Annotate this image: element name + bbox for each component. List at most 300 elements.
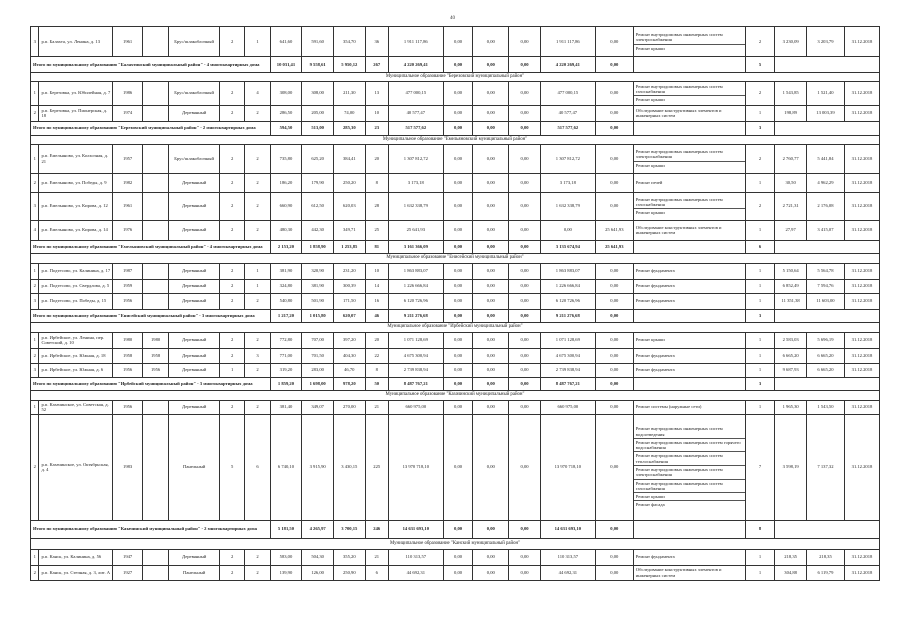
cell-repair-types <box>633 81 745 105</box>
cell-c: 211,30 <box>333 81 365 105</box>
cell-en: 2 <box>245 332 270 348</box>
cell-x: 5 <box>745 57 775 73</box>
cell-y: 304,88 <box>775 565 807 580</box>
cell-a: 308,00 <box>270 81 302 105</box>
cell-label: Итого по муниципальному образованию "Емельяновский муниципальный район" - 4 многоквартирных дома <box>31 240 271 253</box>
cell-b: 9 558,61 <box>302 57 334 73</box>
cell-z: 5 564,78 <box>806 263 844 279</box>
repair-type: Ремонт крыши <box>635 45 665 51</box>
cell-f5: 0,00 <box>595 263 633 279</box>
cell-mat: Деревянный <box>169 279 220 293</box>
cell-f1: 0,00 <box>443 332 473 348</box>
cell-f2: 0,00 <box>473 121 509 135</box>
cell-n: 3 <box>31 293 39 309</box>
table-body <box>31 27 880 581</box>
cell-a: 1 859,20 <box>270 377 302 390</box>
cell-empty <box>633 240 745 253</box>
cell-label: Итого по муниципальному образованию "Ирбейский муниципальный район" - 3 многоквартирных дома <box>31 377 271 390</box>
cell-d: 31.12.2018 <box>844 144 879 173</box>
cell-b: 283,00 <box>302 363 334 377</box>
cell-f2: 0,00 <box>473 279 509 293</box>
repair-type: Ремонт фундамента <box>635 352 675 358</box>
repair-type: Ремонт внутридомовых инженерных систем газоснабжения <box>634 480 745 494</box>
cell-d: 31.12.2018 <box>844 348 879 363</box>
cell-f4: 3 135 674,94 <box>540 240 595 253</box>
cell-n: 1 <box>31 332 39 348</box>
cell-x: 1 <box>745 348 775 363</box>
cell-total: 14 631 693,10 <box>388 520 443 538</box>
cell-b: 1 015,80 <box>302 309 334 322</box>
cell-f3: 0,00 <box>509 27 541 57</box>
cell-c: 1 253,85 <box>333 240 365 253</box>
cell-year2 <box>142 293 168 309</box>
cell-year2: 1980 <box>142 332 168 348</box>
cell-b: 591,60 <box>302 27 334 57</box>
cell-b: 3 915,90 <box>302 414 334 520</box>
cell-b: 701,50 <box>302 348 334 363</box>
cell-year: 1959 <box>113 279 143 293</box>
cell-a: 6 740,10 <box>270 414 302 520</box>
cell-repair-types <box>633 414 745 520</box>
cell-x: 1 <box>745 549 775 565</box>
cell-year: 1927 <box>113 565 143 580</box>
cell-a: 319,20 <box>270 363 302 377</box>
cell-p: 10 <box>365 105 388 121</box>
cell-title: Муниципальное образование "Енисейский муниципальный район" <box>31 253 880 263</box>
table-row <box>31 332 880 348</box>
cell-year: 1986 <box>113 81 143 105</box>
cell-f2: 0,00 <box>473 565 509 580</box>
cell-en: 2 <box>245 105 270 121</box>
cell-en: 6 <box>245 414 270 520</box>
cell-n: 3 <box>31 27 39 57</box>
table-row <box>31 81 880 105</box>
cell-p: 13 <box>365 81 388 105</box>
cell-f4: 517 577,62 <box>540 121 595 135</box>
cell-c: 5 950,12 <box>333 57 365 73</box>
cell-title: Муниципальное образование "Канский муниципальный район" <box>31 538 880 549</box>
cell-f1: 0,00 <box>443 400 473 414</box>
repair-type: Ремонт внутридомовых инженерных систем электроснабжения <box>634 466 745 480</box>
cell-y: 11 351,38 <box>775 293 807 309</box>
cell-x: 3 <box>745 309 775 322</box>
cell-total: 3 161 366,09 <box>388 240 443 253</box>
cell-y: 218,35 <box>775 549 807 565</box>
cell-addr: р.п. Березовка, ул. Пионерская, д. 18 <box>39 105 113 121</box>
cell-n: 2 <box>31 565 39 580</box>
cell-label: Итого по муниципальному образованию "Казачинский муниципальный район" - 2 многоквартирных дома <box>31 520 271 538</box>
cell-d: 31.12.2018 <box>844 400 879 414</box>
cell-year2 <box>142 279 168 293</box>
repair-type: Ремонт крыши <box>634 493 745 501</box>
cell-empty <box>775 57 880 73</box>
cell-p: 22 <box>365 348 388 363</box>
cell-f3: 0,00 <box>509 332 541 348</box>
cell-year2 <box>142 27 168 57</box>
cell-b: 1 858,90 <box>302 240 334 253</box>
cell-y: 9 687,93 <box>775 363 807 377</box>
cell-year: 1957 <box>113 144 143 173</box>
cell-year: 1987 <box>113 263 143 279</box>
cell-empty <box>775 520 880 538</box>
repair-type: Ремонт системы (наружные сети) <box>635 404 702 410</box>
cell-f4: 6 120 726,96 <box>540 293 595 309</box>
table-row <box>31 414 880 520</box>
cell-addr: р.п. Емельяново, ул. Кирова, д. 12 <box>39 192 113 220</box>
cell-f2: 0,00 <box>473 293 509 309</box>
cell-y: 5 150,64 <box>775 263 807 279</box>
cell-f5: 0,00 <box>595 27 633 57</box>
cell-n: 2 <box>31 173 39 192</box>
cell-year: 1956 <box>113 363 143 377</box>
cell-fl: 2 <box>219 173 244 192</box>
cell-x: 3 <box>745 377 775 390</box>
cell-f2: 0,00 <box>473 105 509 121</box>
cell-f5: 0,00 <box>595 192 633 220</box>
cell-f1: 0,00 <box>443 192 473 220</box>
cell-p: 14 <box>365 279 388 293</box>
cell-year: 1947 <box>113 549 143 565</box>
cell-x: 1 <box>745 279 775 293</box>
cell-total: 4 220 269,41 <box>388 57 443 73</box>
cell-f4: 4 220 269,41 <box>540 57 595 73</box>
cell-f5: 0,00 <box>595 565 633 580</box>
cell-c: 250,20 <box>333 173 365 192</box>
cell-f4: 0,00 <box>540 220 595 240</box>
cell-d: 31.12.2018 <box>844 363 879 377</box>
cell-total: 517 577,62 <box>388 121 443 135</box>
page-number: 40 <box>450 16 455 21</box>
cell-b: 504,30 <box>302 549 334 565</box>
repair-type: Ремонт фундамента <box>635 367 675 373</box>
cell-repair-types <box>633 27 745 57</box>
cell-c: 3 700,15 <box>333 520 365 538</box>
cell-f1: 0,00 <box>443 121 473 135</box>
cell-f3: 0,00 <box>509 121 541 135</box>
cell-f3: 0,00 <box>509 81 541 105</box>
cell-f3: 0,00 <box>509 263 541 279</box>
cell-a: 660,90 <box>270 192 302 220</box>
cell-fl: 2 <box>219 220 244 240</box>
total-row <box>31 309 880 322</box>
cell-empty <box>633 377 745 390</box>
cell-c: 171,50 <box>333 293 365 309</box>
cell-year: 1956 <box>113 400 143 414</box>
cell-repair-types <box>633 279 745 293</box>
cell-f2: 0,00 <box>473 263 509 279</box>
cell-f2: 0,00 <box>473 332 509 348</box>
cell-n: 1 <box>31 144 39 173</box>
cell-f4: 13 970 718,10 <box>540 414 595 520</box>
cell-f4: 1 632 338,79 <box>540 192 595 220</box>
cell-f2: 0,00 <box>473 220 509 240</box>
cell-f1: 0,00 <box>443 57 473 73</box>
cell-a: 286,50 <box>270 105 302 121</box>
cell-f1: 0,00 <box>443 414 473 520</box>
cell-empty <box>775 121 880 135</box>
cell-year2 <box>142 565 168 580</box>
cell-f3: 0,00 <box>509 520 541 538</box>
cell-f4: 1 071 128,69 <box>540 332 595 348</box>
repair-type: Ремонт внутридомовых инженерных систем электроснабжения <box>634 31 745 45</box>
section-row <box>31 322 880 332</box>
cell-f4: 1 307 812,72 <box>540 144 595 173</box>
cell-b: 4 265,97 <box>302 520 334 538</box>
cell-f5: 0,00 <box>595 414 633 520</box>
cell-x: 2 <box>745 192 775 220</box>
cell-a: 381,90 <box>270 263 302 279</box>
cell-f3: 0,00 <box>509 363 541 377</box>
cell-f2: 0,00 <box>473 377 509 390</box>
cell-total: 13 970 718,10 <box>388 414 443 520</box>
cell-p: 6 <box>365 565 388 580</box>
cell-f5: 0,00 <box>595 57 633 73</box>
cell-empty <box>775 240 880 253</box>
cell-x: 1 <box>745 105 775 121</box>
cell-fl: 2 <box>219 293 244 309</box>
cell-f5: 0,00 <box>595 293 633 309</box>
cell-x: 8 <box>745 520 775 538</box>
total-row <box>31 520 880 538</box>
total-row <box>31 377 880 390</box>
cell-d: 31.12.2018 <box>844 332 879 348</box>
repair-type: Ремонт фундамента <box>635 554 675 560</box>
cell-year: 1976 <box>113 220 143 240</box>
cell-p: 20 <box>365 144 388 173</box>
repair-type: Обследование конструктивных элементов и инженерных систем <box>635 224 722 236</box>
cell-mat: Деревянный <box>169 220 220 240</box>
cell-y: 30,50 <box>775 173 807 192</box>
cell-f4: 9 211 276,68 <box>540 309 595 322</box>
cell-mat: Деревянный <box>169 192 220 220</box>
cell-year2 <box>142 414 168 520</box>
repair-type: Ремонт внутридомовых инженерных систем газоснабжения <box>634 196 745 210</box>
cell-f2: 0,00 <box>473 81 509 105</box>
cell-c: 270,00 <box>333 400 365 414</box>
cell-en: 2 <box>245 144 270 173</box>
cell-p: 246 <box>365 520 388 538</box>
cell-p: 25 <box>365 220 388 240</box>
cell-addr: р.п. Подтесово, ул. Калинина, д. 17 <box>39 263 113 279</box>
cell-en: 2 <box>245 565 270 580</box>
cell-f1: 0,00 <box>443 81 473 105</box>
cell-f2: 0,00 <box>473 173 509 192</box>
cell-f2: 0,00 <box>473 309 509 322</box>
cell-f4: 1 226 666,84 <box>540 279 595 293</box>
cell-x: 2 <box>745 144 775 173</box>
cell-addr: р.п. Ирбейское, ул. Южная, д. 6 <box>39 363 113 377</box>
cell-b: 179,90 <box>302 173 334 192</box>
cell-c: 300,39 <box>333 279 365 293</box>
cell-c: 250,90 <box>333 565 365 580</box>
cell-y: 198,89 <box>775 105 807 121</box>
cell-p: 23 <box>365 121 388 135</box>
cell-c: 46,70 <box>333 363 365 377</box>
cell-f1: 0,00 <box>443 377 473 390</box>
cell-total: 477 000,15 <box>388 81 443 105</box>
cell-c: 404,30 <box>333 348 365 363</box>
cell-f1: 0,00 <box>443 348 473 363</box>
cell-b: 126,00 <box>302 565 334 580</box>
cell-fl: 2 <box>219 332 244 348</box>
cell-f3: 0,00 <box>509 144 541 173</box>
cell-f4: 3 173,18 <box>540 173 595 192</box>
cell-f5: 0,00 <box>595 363 633 377</box>
cell-year2: 1956 <box>142 363 168 377</box>
cell-d: 31.12.2018 <box>844 293 879 309</box>
cell-year: 1961 <box>113 27 143 57</box>
table-row <box>31 348 880 363</box>
cell-empty <box>775 377 880 390</box>
cell-y: 6 665,20 <box>775 348 807 363</box>
cell-repair-types <box>633 220 745 240</box>
cell-year: 1980 <box>113 332 143 348</box>
cell-c: 231,20 <box>333 263 365 279</box>
cell-mat: Деревянный <box>169 173 220 192</box>
cell-d: 31.12.2018 <box>844 81 879 105</box>
cell-x: 1 <box>745 293 775 309</box>
table-row <box>31 565 880 580</box>
cell-total: 40 577,47 <box>388 105 443 121</box>
cell-f4: 1 911 117,86 <box>540 27 595 57</box>
cell-f3: 0,00 <box>509 173 541 192</box>
repair-type: Ремонт внутридомовых инженерных систем теплоснабжения <box>634 452 745 466</box>
cell-z: 7 594,76 <box>806 279 844 293</box>
cell-f1: 0,00 <box>443 565 473 580</box>
cell-f3: 0,00 <box>509 377 541 390</box>
cell-c: 397,20 <box>333 332 365 348</box>
cell-f5: 0,00 <box>595 332 633 348</box>
cell-repair-types <box>633 565 745 580</box>
cell-addr: р.п. Казачинское, ул. Советская, д. 52 <box>39 400 113 414</box>
cell-mat: Панельный <box>169 414 220 520</box>
repair-type: Ремонт внутридомовых инженерных систем газоснабжения <box>634 83 745 97</box>
cell-y: 2 721,31 <box>775 192 807 220</box>
cell-c: 620,03 <box>333 192 365 220</box>
cell-p: 8 <box>365 363 388 377</box>
cell-en: 1 <box>245 279 270 293</box>
table-row <box>31 279 880 293</box>
cell-year2: 1958 <box>142 348 168 363</box>
cell-fl: 2 <box>219 192 244 220</box>
repair-type: Ремонт внутридомовых инженерных систем электроснабжения <box>634 148 745 162</box>
repair-type: Ремонт крыши <box>635 97 665 103</box>
cell-total: 3 173,18 <box>388 173 443 192</box>
cell-a: 583,00 <box>270 549 302 565</box>
cell-total: 9 211 276,68 <box>388 309 443 322</box>
cell-fl: 2 <box>219 348 244 363</box>
cell-y: 1 965,30 <box>775 400 807 414</box>
cell-fl: 2 <box>219 279 244 293</box>
cell-year2 <box>142 144 168 173</box>
cell-f2: 0,00 <box>473 240 509 253</box>
cell-repair-types <box>633 263 745 279</box>
cell-x: 2 <box>745 81 775 105</box>
cell-year2 <box>142 549 168 565</box>
cell-en: 2 <box>245 192 270 220</box>
cell-z: 1 521,40 <box>806 81 844 105</box>
table-row <box>31 220 880 240</box>
repair-type: Ремонт крыши <box>635 337 665 343</box>
cell-f2: 0,00 <box>473 363 509 377</box>
cell-c: 384,41 <box>333 144 365 173</box>
cell-year2 <box>142 173 168 192</box>
cell-f3: 0,00 <box>509 192 541 220</box>
cell-f2: 0,00 <box>473 144 509 173</box>
table-row <box>31 549 880 565</box>
cell-f5: 25 641,93 <box>595 240 633 253</box>
section-row <box>31 135 880 144</box>
cell-addr: р.п. Казачинское, ул. Октябрьская, д. 4 <box>39 414 113 520</box>
cell-total: 660 975,00 <box>388 400 443 414</box>
cell-addr: р.п. Балахта, ул. Ленина, д. 13 <box>39 27 113 57</box>
cell-c: 355,20 <box>333 549 365 565</box>
cell-f5: 0,00 <box>595 520 633 538</box>
cell-y: 3 598,19 <box>775 414 807 520</box>
cell-f1: 0,00 <box>443 520 473 538</box>
cell-en: 2 <box>245 293 270 309</box>
cell-f1: 0,00 <box>443 263 473 279</box>
cell-total: 110 313,57 <box>388 549 443 565</box>
cell-mat: Деревянный <box>169 105 220 121</box>
cell-a: 186,20 <box>270 173 302 192</box>
cell-mat: Деревянный <box>169 549 220 565</box>
cell-f3: 0,00 <box>509 348 541 363</box>
cell-f1: 0,00 <box>443 309 473 322</box>
cell-f3: 0,00 <box>509 240 541 253</box>
cell-mat: Деревянный <box>169 400 220 414</box>
cell-fl: 2 <box>219 105 244 121</box>
cell-repair-types <box>633 192 745 220</box>
table-row <box>31 363 880 377</box>
cell-d: 31.12.2018 <box>844 414 879 520</box>
cell-f3: 0,00 <box>509 414 541 520</box>
cell-f4: 660 975,00 <box>540 400 595 414</box>
cell-total: 2 739 838,94 <box>388 363 443 377</box>
cell-mat: Панельный <box>169 565 220 580</box>
cell-n: 4 <box>31 220 39 240</box>
cell-n: 1 <box>31 400 39 414</box>
cell-title: Муниципальное образование "Емельяновский муниципальный район" <box>31 135 880 144</box>
cell-n: 3 <box>31 363 39 377</box>
cell-addr: р.п. Ирбейское, ул. Ленина, пер. Советский, д. 10 <box>39 332 113 348</box>
cell-f2: 0,00 <box>473 520 509 538</box>
cell-x: 1 <box>745 400 775 414</box>
cell-b: 707,00 <box>302 332 334 348</box>
cell-total: 1 307 812,72 <box>388 144 443 173</box>
cell-fl: 2 <box>219 565 244 580</box>
cell-f5: 0,00 <box>595 121 633 135</box>
cell-d: 31.12.2018 <box>844 105 879 121</box>
section-row <box>31 253 880 263</box>
cell-total: 1 911 117,86 <box>388 27 443 57</box>
cell-year: 1956 <box>113 293 143 309</box>
cell-p: 28 <box>365 192 388 220</box>
cell-a: 540,80 <box>270 293 302 309</box>
cell-f4: 4 675 300,94 <box>540 348 595 363</box>
cell-b: 501,90 <box>302 293 334 309</box>
cell-y: 27,97 <box>775 220 807 240</box>
cell-f5: 25 641,93 <box>595 220 633 240</box>
cell-f1: 0,00 <box>443 279 473 293</box>
cell-total: 25 641,93 <box>388 220 443 240</box>
cell-total: 44 692,31 <box>388 565 443 580</box>
cell-n: 2 <box>31 279 39 293</box>
cell-empty <box>633 57 745 73</box>
repair-type: Ремонт внутридомовых инженерных систем горячего водоснабжения <box>634 439 745 453</box>
cell-d: 31.12.2018 <box>844 220 879 240</box>
cell-year2 <box>142 400 168 414</box>
